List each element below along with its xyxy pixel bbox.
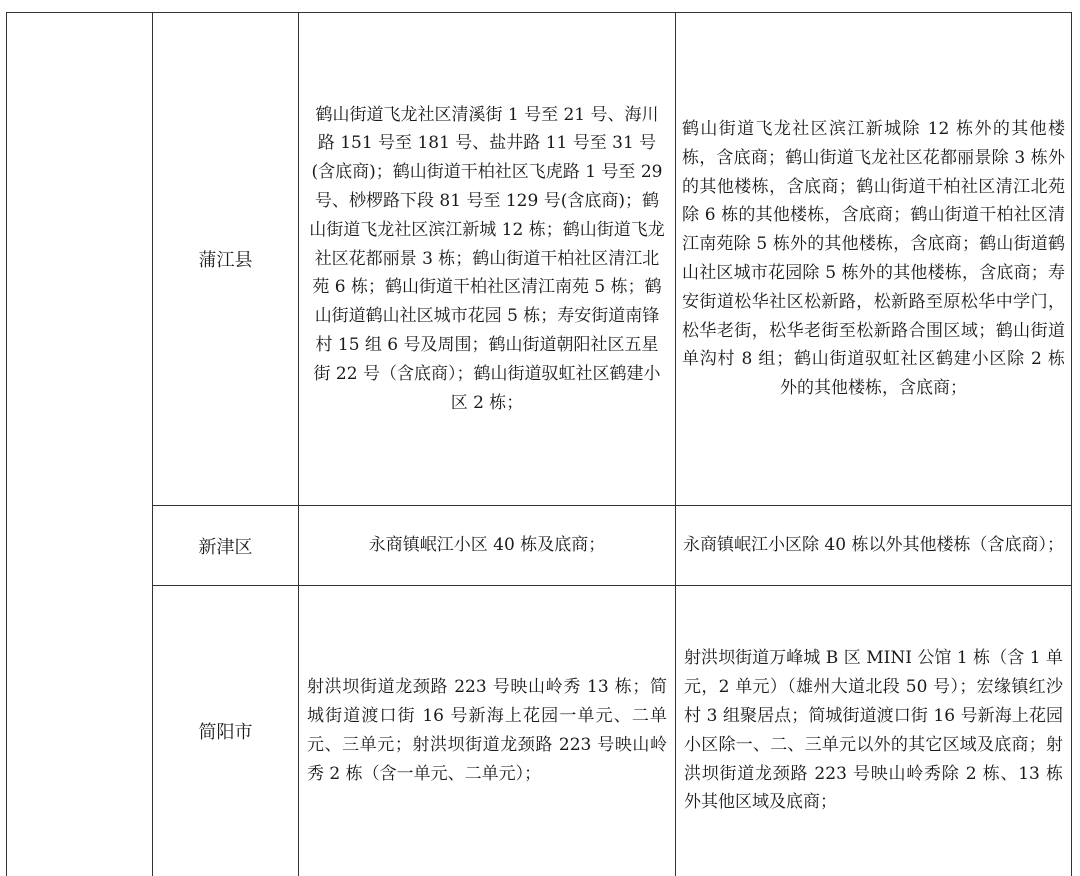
district-name: 新津区 bbox=[198, 536, 253, 558]
table-row bbox=[7, 506, 1072, 586]
risk-area-table bbox=[6, 12, 1072, 876]
table-row bbox=[7, 13, 1072, 506]
medium-risk-area-text: 射洪坝街道万峰城 B 区 MINI 公馆 1 栋（含 1 单元，2 单元）（雄州大道北段 50 号）；宏缘镇红沙村 3 组聚居点；简城街道渡口街 16 号新海上花园小区除一、二、三单元以外的其它区域及底商；射洪坝街道龙颈路 223 号映山岭秀除 2 栋、13 栋外其他区域及底商； bbox=[684, 648, 1063, 813]
medium-risk-area-text: 鹤山街道飞龙社区滨江新城除 12 栋外的其他楼栋，含底商；鹤山街道飞龙社区花都丽景除 3 栋外的其他楼栋，含底商；鹤山街道干柏社区清江北苑除 6 栋的其他楼栋，含底商；鹤山街道干柏社区清江南苑除 5 栋外的其他楼栋，含底商；鹤山街道鹤山社区城市花园除 5 栋外的其他楼栋，含底商；寿安街道松华社区松新路，松新路至原松华中学门，松华老街，松华老街至松新路合围区域；鹤山街道单沟村 8 组；鹤山街道驭虹社区鹤建小区除 2 栋外的其他楼栋，含底商； bbox=[682, 119, 1065, 399]
city-merged-cell bbox=[7, 13, 153, 876]
high-risk-area-cell bbox=[299, 586, 676, 876]
medium-risk-area-cell bbox=[676, 506, 1072, 586]
high-risk-area-text: 永商镇岷江小区 40 栋及底商； bbox=[368, 535, 606, 556]
medium-risk-area-cell bbox=[676, 586, 1072, 876]
district-cell bbox=[153, 506, 299, 586]
high-risk-area-cell bbox=[299, 506, 676, 586]
district-cell bbox=[153, 586, 299, 876]
district-cell bbox=[153, 13, 299, 506]
high-risk-area-text: 射洪坝街道龙颈路 223 号映山岭秀 13 栋；简城街道渡口街 16 号新海上花园一单元、二单元、三单元；射洪坝街道龙颈路 223 号映山岭秀 2 栋（含一单元、二单元）； bbox=[307, 677, 667, 784]
high-risk-area-text: 鹤山街道飞龙社区清溪街 1 号至 21 号、海川路 151 号至 181 号、盐井路 11 号至 31 号(含底商)；鹤山街道干柏社区飞虎路 1 号至 29 号、桫椤路下段 81 号至 129 号(含底商)；鹤山街道飞龙社区滨江新城 12 栋；鹤山街道飞龙社区花都丽景 3 栋；鹤山街道干柏社区清江北苑 6 栋；鹤山街道干柏社区清江南苑 5 栋；鹤山街道鹤山社区城市花园 5 栋；寿安街道南锋村 15 组 6 号及周围；鹤山街道朝阳社区五星街 22 号（含底商）；鹤山街道驭虹社区鹤建小区 2 栋； bbox=[309, 104, 665, 413]
district-name: 简阳市 bbox=[198, 721, 253, 743]
medium-risk-area-cell bbox=[676, 13, 1072, 506]
table-row bbox=[7, 586, 1072, 876]
medium-risk-area-text: 永商镇岷江小区除 40 栋以外其他楼栋（含底商）； bbox=[683, 535, 1064, 556]
high-risk-area-cell bbox=[299, 13, 676, 506]
district-name: 蒲江县 bbox=[198, 250, 253, 271]
